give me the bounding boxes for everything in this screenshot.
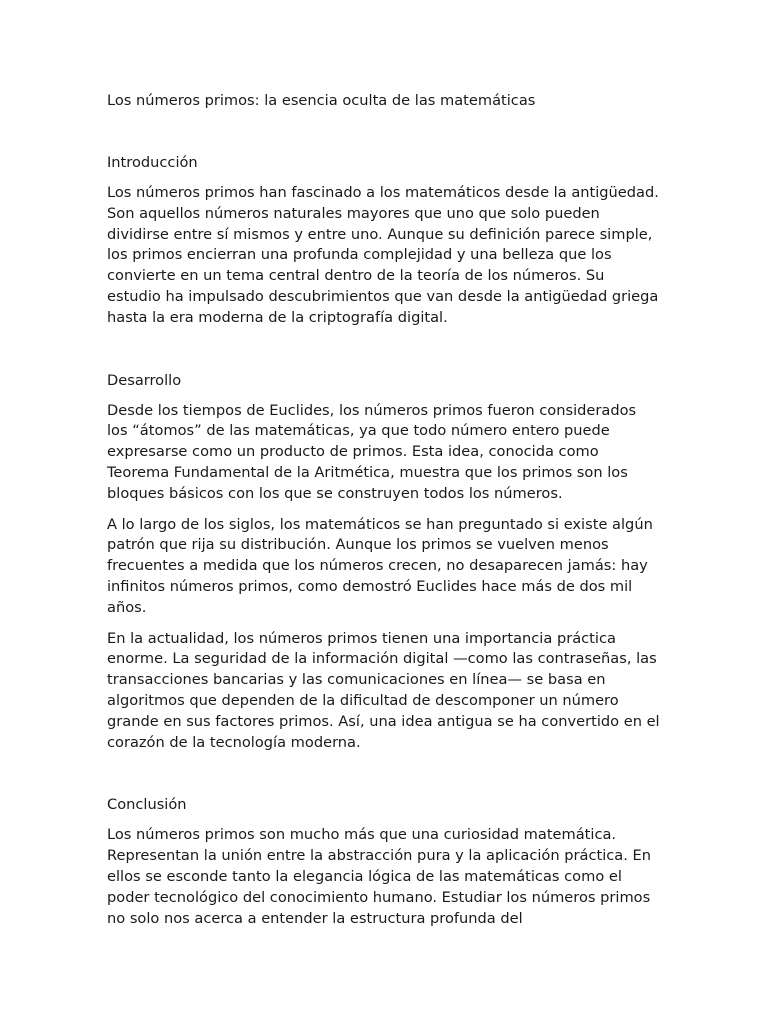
paragraph: Los números primos han fascinado a los matemáticos desde la antigüedad. Son aquellos números naturales mayores que uno que solo pueden dividirse entre sí mismos y entre uno. Aunque su definición parece simple, los primos encierran una profunda complejidad y una belleza que los convierte en un tema central dentro de la teoría de los números. Su estudio ha impulsado descubrimientos que van desde la antigüedad griega hasta la era moderna de la criptografía digital. [107,184,659,326]
section-heading: Desarrollo [107,371,182,389]
document-title: Los números primos: la esencia oculta de las matemáticas [107,92,536,109]
section-heading: Conclusión [107,796,187,814]
section-introduccion [107,152,660,329]
paragraph: A lo largo de los siglos, los matemáticos se han preguntado si existe algún patrón que rija su distribución. Aunque los primos se vuelven menos frecuentes a medida que los números crecen, no desaparecen jamás: hay infinitos números primos, como demostró Euclides hace más de dos mil años. [107,515,653,616]
section-heading: Introducción [107,154,198,171]
paragraph: En la actualidad, los números primos tienen una importancia práctica enorme. La seguridad de la información digital —como las contraseñas, las transacciones bancarias y las comunicaciones en línea— se basa en algoritmos que dependen de la dificultad de descomponer un número grande en sus factores primos. Así, una idea antigua se ha convertido en el corazón de la tecnología moderna. [107,629,660,751]
paragraph: Desde los tiempos de Euclides, los números primos fueron considerados los “átomos” de las matemáticas, ya que todo número entero puede expresarse como un producto de primos. Esta idea, conocida como Teorema Fundamental de la Aritmética, muestra que los primos son los bloques básicos con los que se construyen todos los números. [107,401,637,502]
section-conclusion [107,794,660,929]
section-desarrollo [107,370,660,754]
paragraph: Los números primos son mucho más que una curiosidad matemática. Representan la unión entre la abstracción pura y la aplicación práctica. En ellos se esconde tanto la elegancia lógica de las matemáticas como el poder tecnológico del conocimiento humano. Estudiar los números primos no solo nos acerca a entender la estructura profunda del [107,826,651,927]
